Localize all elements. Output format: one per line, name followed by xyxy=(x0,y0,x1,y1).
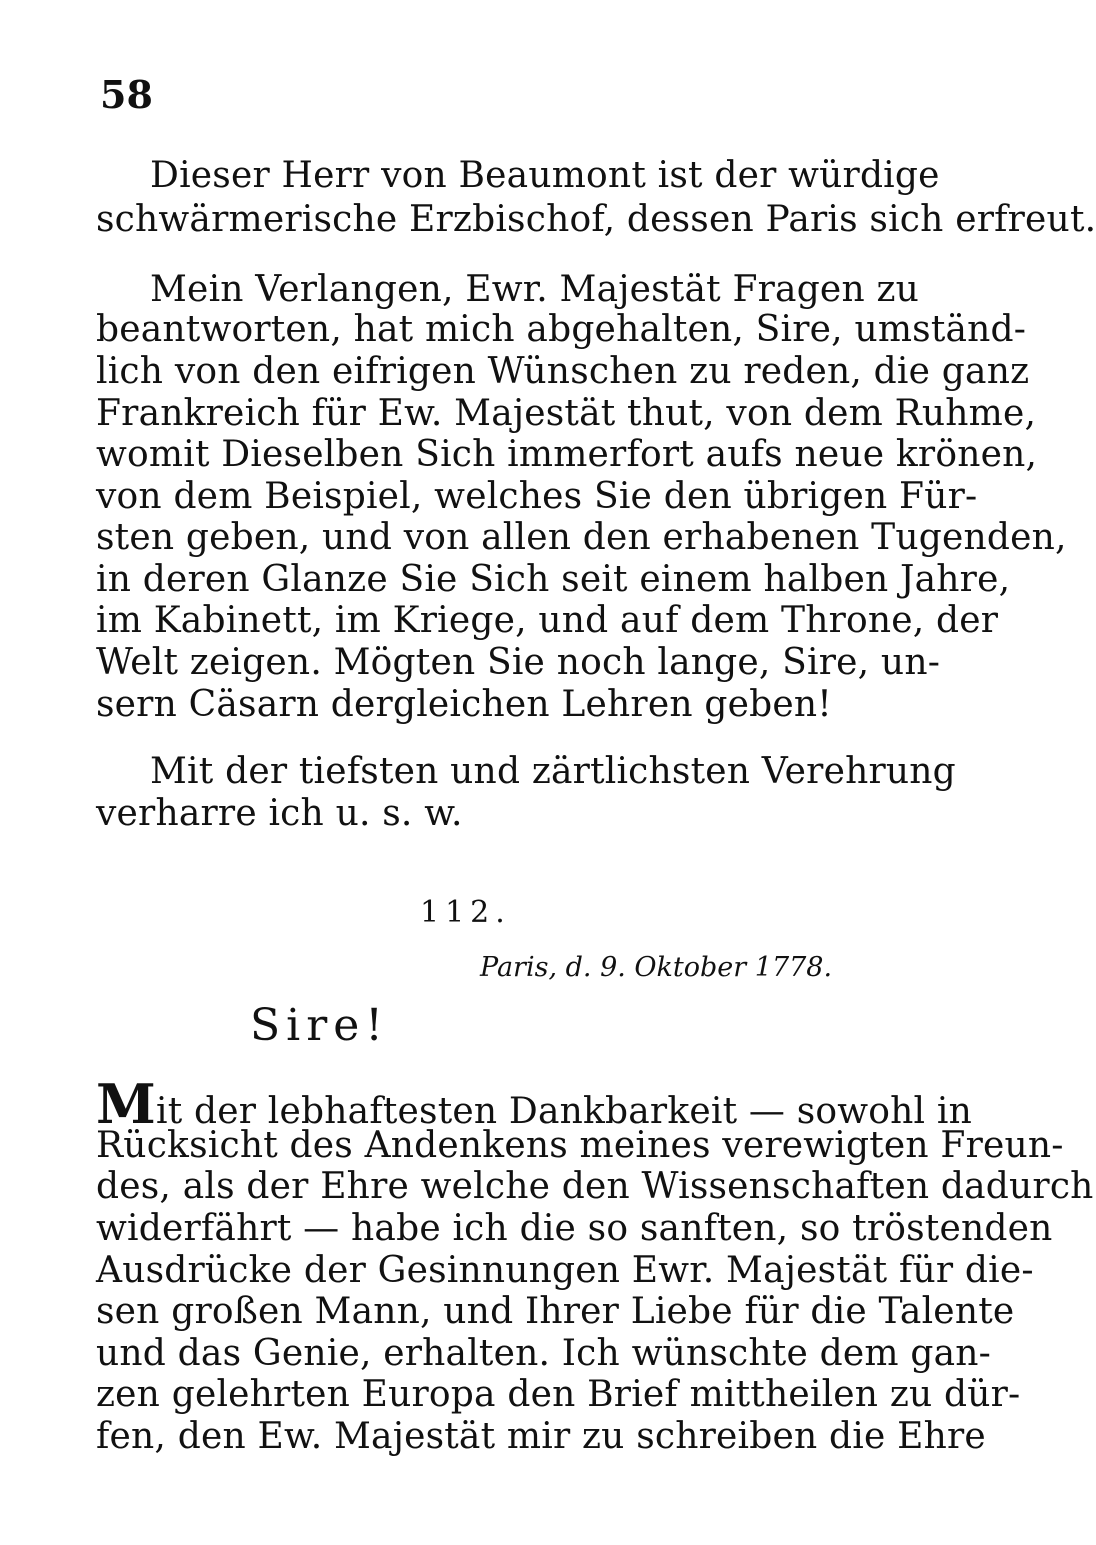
paragraph-line: Rücksicht des Andenkens meines verewigten Freun- xyxy=(96,1125,1064,1166)
paragraph-line: lich von den eifrigen Wünschen zu reden, die ganz xyxy=(96,351,1030,392)
paragraph-line: zen gelehrten Europa den Brief mittheilen zu dür- xyxy=(96,1374,1021,1415)
paragraph-line: sen großen Mann, und Ihrer Liebe für die Talente xyxy=(96,1291,1015,1332)
paragraph-line: Mein Verlangen, Ewr. Majestät Fragen zu xyxy=(150,269,920,310)
paragraph-line: in deren Glanze Sie Sich seit einem halben Jahre, xyxy=(96,559,1011,600)
paragraph-line: schwärmerische Erzbischof, dessen Paris sich erfreut. xyxy=(96,199,1096,240)
paragraph-line: fen, den Ew. Majestät mir zu schreiben die Ehre xyxy=(96,1416,986,1457)
paragraph-line: im Kabinett, im Kriege, und auf dem Throne, der xyxy=(96,600,999,641)
letter-number: 112. xyxy=(420,895,511,930)
dateline: Paris, d. 9. Oktober 1778. xyxy=(480,952,833,983)
paragraph-line: sten geben, und von allen den erhabenen Tugenden, xyxy=(96,517,1067,558)
paragraph-line: Ausdrücke der Gesinnungen Ewr. Majestät für die- xyxy=(96,1250,1034,1291)
paragraph-line: Welt zeigen. Mögten Sie noch lange, Sire, un- xyxy=(96,642,941,683)
paragraph-line: womit Dieselben Sich immerfort aufs neue krönen, xyxy=(96,434,1038,475)
first-line-text: it der lebhaftesten Dankbarkeit — sowohl in xyxy=(155,1091,973,1132)
page-number: 58 xyxy=(100,72,153,117)
paragraph-line: und das Genie, erhalten. Ich wünschte dem gan- xyxy=(96,1333,991,1374)
closing-line: Mit der tiefsten und zärtlichsten Verehrung xyxy=(150,751,956,792)
drop-cap: M xyxy=(96,1072,156,1136)
paragraph-line: beantworten, hat mich abgehalten, Sire, umständ- xyxy=(96,309,1027,350)
closing-line: verharre ich u. s. w. xyxy=(96,793,463,834)
paragraph-line: sern Cäsarn dergleichen Lehren geben! xyxy=(96,684,832,725)
paragraph-line: von dem Beispiel, welches Sie den übrigen Für- xyxy=(96,476,978,517)
paragraph-line: Frankreich für Ew. Majestät thut, von dem Ruhme, xyxy=(96,393,1037,434)
paragraph-line: Dieser Herr von Beaumont ist der würdige xyxy=(150,155,940,196)
paragraph-line: widerfährt — habe ich die so sanften, so tröstenden xyxy=(96,1208,1053,1249)
paragraph-line: des, als der Ehre welche den Wissenschaften dadurch xyxy=(96,1166,1094,1207)
salutation: Sire! xyxy=(250,1000,389,1051)
